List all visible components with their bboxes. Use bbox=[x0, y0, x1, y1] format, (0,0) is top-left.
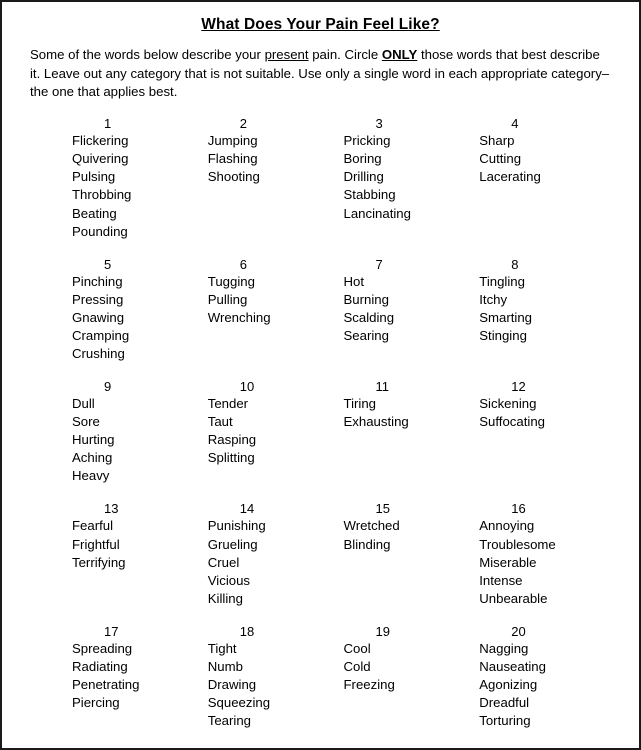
pain-category-number: 5 bbox=[104, 256, 112, 272]
pain-word[interactable]: Suffocating bbox=[479, 414, 545, 430]
pain-word[interactable]: Numb bbox=[207, 658, 243, 674]
pain-word[interactable]: Fearful bbox=[72, 518, 114, 534]
pain-category bbox=[72, 624, 200, 730]
pain-category bbox=[479, 116, 607, 240]
pain-word[interactable]: Unbearable bbox=[479, 590, 548, 606]
pain-category-number: 9 bbox=[104, 379, 112, 395]
pain-word[interactable]: Pinching bbox=[72, 273, 123, 289]
pain-word[interactable]: Tiring bbox=[343, 396, 376, 412]
pain-word[interactable]: Nagging bbox=[479, 640, 529, 656]
pain-word[interactable]: Sharp bbox=[479, 133, 515, 149]
pain-word[interactable]: Pressing bbox=[72, 291, 124, 307]
page-title: What Does Your Pain Feel Like? bbox=[201, 16, 440, 33]
pain-word[interactable]: Dull bbox=[72, 396, 95, 412]
pain-category bbox=[344, 379, 472, 485]
pain-word[interactable]: Hot bbox=[343, 273, 365, 289]
pain-category bbox=[72, 379, 200, 485]
instructions-part-2: pain. Circle bbox=[308, 47, 382, 62]
pain-word[interactable]: Lacerating bbox=[479, 169, 541, 185]
pain-word[interactable]: Torturing bbox=[479, 713, 531, 729]
pain-word[interactable]: Squeezing bbox=[207, 695, 271, 711]
pain-category-number: 14 bbox=[239, 501, 255, 517]
pain-word[interactable]: Splitting bbox=[207, 450, 255, 466]
pain-word[interactable]: Tender bbox=[207, 396, 249, 412]
pain-category-grid bbox=[72, 116, 607, 746]
pain-word[interactable]: Heavy bbox=[72, 468, 110, 484]
pain-word[interactable]: Boring bbox=[343, 151, 382, 167]
pain-word[interactable]: Nauseating bbox=[479, 658, 546, 674]
pain-word[interactable]: Penetrating bbox=[72, 677, 140, 692]
instructions-part-3: those words that best describe it. Leave out any category that is not suitable. Use only a single word in each appropriate category–the one that applies best. bbox=[30, 47, 610, 100]
pain-word[interactable]: Vicious bbox=[207, 572, 251, 588]
pain-word[interactable]: Tight bbox=[207, 640, 237, 656]
pain-word[interactable]: Tearing bbox=[207, 713, 252, 729]
pain-word[interactable]: Gnawing bbox=[72, 309, 125, 325]
pain-category bbox=[344, 624, 472, 730]
pain-word[interactable]: Spreading bbox=[72, 640, 133, 656]
pain-word[interactable]: Flickering bbox=[72, 133, 129, 149]
pain-category bbox=[208, 501, 336, 607]
pain-word[interactable]: Throbbing bbox=[72, 187, 132, 203]
pain-word[interactable]: Grueling bbox=[207, 536, 258, 552]
pain-word[interactable]: Exhausting bbox=[343, 414, 409, 430]
pain-word[interactable]: Dreadful bbox=[479, 695, 530, 711]
pain-word[interactable]: Drilling bbox=[343, 169, 384, 185]
pain-category-number: 12 bbox=[511, 379, 526, 395]
pain-word[interactable]: Shooting bbox=[207, 169, 260, 185]
pain-word[interactable]: Lancinating bbox=[343, 205, 411, 221]
pain-category bbox=[479, 501, 607, 607]
pain-word[interactable]: Terrifying bbox=[72, 554, 126, 570]
pain-category-number: 18 bbox=[239, 623, 255, 639]
pain-word[interactable]: Sore bbox=[72, 414, 100, 430]
pain-word[interactable]: Intense bbox=[479, 572, 523, 588]
pain-word[interactable]: Burning bbox=[343, 291, 389, 307]
pain-word[interactable]: Jumping bbox=[207, 133, 258, 149]
pain-word[interactable]: Sickening bbox=[479, 396, 537, 412]
pain-word[interactable]: Pricking bbox=[343, 133, 391, 149]
pain-category-number: 15 bbox=[375, 501, 390, 517]
pain-category-number: 11 bbox=[375, 379, 389, 395]
pain-category bbox=[479, 379, 607, 485]
pain-word[interactable]: Troublesome bbox=[479, 536, 556, 552]
pain-word[interactable]: Pounding bbox=[72, 223, 128, 239]
pain-word[interactable]: Aching bbox=[72, 450, 113, 466]
pain-word[interactable]: Stabbing bbox=[343, 187, 396, 203]
pain-word[interactable]: Freezing bbox=[343, 677, 395, 692]
pain-word[interactable]: Wretched bbox=[343, 518, 400, 534]
pain-category bbox=[72, 257, 200, 363]
pain-word[interactable]: Pulsing bbox=[72, 169, 116, 185]
pain-word[interactable]: Beating bbox=[72, 205, 117, 221]
pain-word[interactable]: Miserable bbox=[479, 554, 537, 570]
pain-word[interactable]: Tingling bbox=[479, 273, 525, 289]
pain-word[interactable]: Agonizing bbox=[479, 677, 538, 692]
pain-category-number: 4 bbox=[511, 116, 519, 132]
pain-word[interactable]: Stinging bbox=[479, 327, 527, 343]
pain-word[interactable]: Cutting bbox=[479, 151, 522, 167]
instructions-emphasis-present: present bbox=[264, 47, 309, 62]
pain-category-number: 1 bbox=[104, 116, 112, 132]
pain-word[interactable]: Hurting bbox=[72, 432, 115, 448]
pain-word[interactable]: Rasping bbox=[207, 432, 257, 448]
pain-category bbox=[344, 501, 472, 607]
pain-category-number: 17 bbox=[104, 623, 119, 639]
pain-category-number: 3 bbox=[375, 116, 383, 132]
pain-category-number: 7 bbox=[375, 256, 383, 272]
pain-category-number: 2 bbox=[239, 116, 247, 132]
pain-category-number: 20 bbox=[511, 623, 526, 639]
pain-category bbox=[344, 257, 472, 363]
pain-category-number: 16 bbox=[511, 501, 526, 517]
pain-word[interactable]: Annoying bbox=[479, 518, 535, 534]
pain-category bbox=[208, 116, 336, 240]
pain-category-number: 8 bbox=[511, 256, 519, 272]
pain-word[interactable]: Cool bbox=[343, 640, 371, 656]
pain-category bbox=[72, 501, 200, 607]
pain-word[interactable]: Cold bbox=[343, 658, 371, 674]
pain-word[interactable]: Blinding bbox=[343, 536, 391, 552]
pain-word[interactable]: Cruel bbox=[207, 554, 240, 570]
pain-word[interactable]: Radiating bbox=[72, 658, 128, 674]
pain-category bbox=[72, 116, 200, 240]
pain-word[interactable]: Tugging bbox=[207, 273, 255, 289]
instructions-paragraph bbox=[30, 46, 613, 102]
pain-word[interactable]: Itchy bbox=[479, 291, 508, 307]
pain-category bbox=[208, 379, 336, 485]
pain-word[interactable]: Scalding bbox=[343, 309, 395, 325]
pain-category bbox=[344, 116, 472, 240]
pain-category bbox=[208, 257, 336, 363]
pain-word[interactable]: Piercing bbox=[72, 695, 120, 711]
pain-word[interactable]: Smarting bbox=[479, 309, 533, 325]
pain-word[interactable]: Flashing bbox=[207, 151, 258, 167]
pain-word[interactable]: Punishing bbox=[207, 518, 266, 534]
pain-word[interactable]: Pulling bbox=[207, 291, 248, 307]
pain-word[interactable]: Frightful bbox=[72, 536, 120, 552]
pain-word[interactable]: Killing bbox=[207, 590, 243, 606]
pain-word[interactable]: Cramping bbox=[72, 327, 130, 343]
pain-word[interactable]: Crushing bbox=[72, 345, 125, 361]
pain-word[interactable]: Searing bbox=[343, 327, 389, 343]
instructions-part-1: Some of the words below describe your bbox=[30, 47, 265, 62]
pain-category bbox=[479, 257, 607, 363]
pain-category-number: 6 bbox=[239, 256, 247, 272]
pain-category bbox=[208, 624, 336, 730]
pain-category-number: 13 bbox=[104, 501, 119, 517]
pain-word[interactable]: Drawing bbox=[207, 677, 257, 692]
pain-word[interactable]: Wrenching bbox=[207, 309, 271, 325]
pain-word[interactable]: Taut bbox=[207, 414, 233, 430]
instructions-emphasis-only: ONLY bbox=[381, 47, 418, 62]
pain-category-number: 10 bbox=[239, 379, 255, 395]
pain-word[interactable]: Quivering bbox=[72, 151, 129, 167]
pain-category-number: 19 bbox=[375, 623, 390, 639]
pain-category bbox=[479, 624, 607, 730]
